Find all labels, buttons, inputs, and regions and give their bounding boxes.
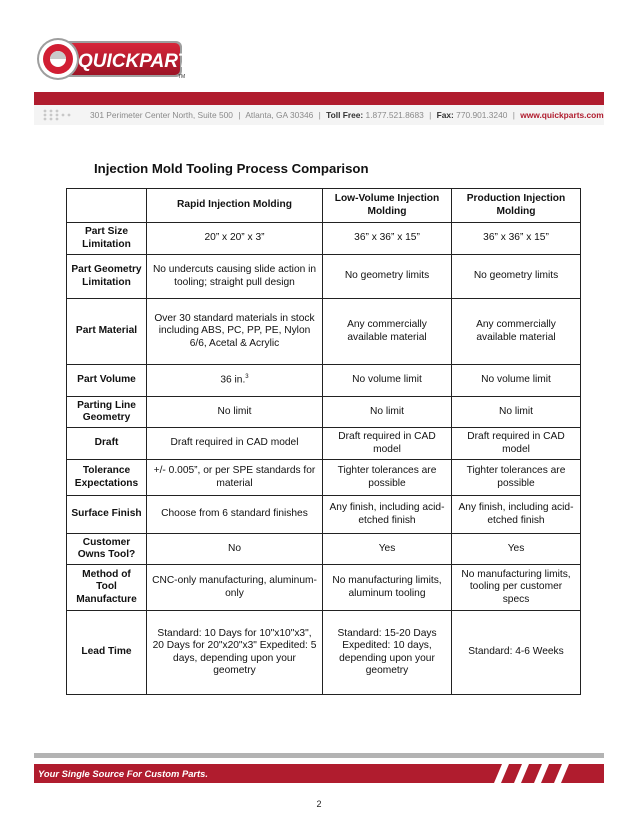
table-row [67,460,581,496]
cell-low-volume: Yes [323,534,452,565]
cell-production: 36” x 36” x 15” [452,223,581,255]
column-header-empty [67,189,147,223]
toll-free-label: Toll Free: [326,110,364,120]
cell-low-volume: Any commercially available material [323,299,452,365]
row-label: Customer Owns Tool? [67,534,147,565]
cell-production: No manufacturing limits, tooling per customer specs [452,565,581,611]
website-link[interactable]: www.quickparts.com [520,110,604,120]
cell-rapid [147,365,323,397]
cell-rapid: +/- 0.005”, or per SPE standards for material [147,460,323,496]
cell-production: Any commercially available material [452,299,581,365]
row-label: Method of Tool Manufacture [67,565,147,611]
cell-rapid: No undercuts causing slide action in tooling; straight pull design [147,255,323,299]
table-row [67,223,581,255]
logo-wordmark: QUICKPARTS [78,51,202,72]
table-row [67,565,581,611]
table-row [67,611,581,695]
footer-gray-band [34,753,604,758]
cell-production: No volume limit [452,365,581,397]
contact-line [90,110,604,120]
cell-rapid: 20” x 20” x 3” [147,223,323,255]
separator: | [429,110,432,120]
separator: | [512,110,515,120]
row-label: Parting Line Geometry [67,397,147,428]
column-header-low-volume: Low-Volume Injection Molding [323,189,452,223]
row-label: Part Volume [67,365,147,397]
table-row [67,428,581,460]
cell-production: Draft required in CAD model [452,428,581,460]
cell-rapid: Standard: 10 Days for 10"x10"x3", 20 Days for 20"x20"x3" Expedited: 5 days, depending upon your geometry [147,611,323,695]
volume-value: 36 in. [220,374,246,386]
street-address: 301 Perimeter Center North, Suite 500 [90,110,233,120]
column-header-rapid: Rapid Injection Molding [147,189,323,223]
quickparts-logo [36,36,202,84]
cell-low-volume: Any finish, including acid-etched finish [323,496,452,534]
table-header-row [67,189,581,223]
cell-production: No geometry limits [452,255,581,299]
city-address: Atlanta, GA 30346 [245,110,314,120]
cell-low-volume: Draft required in CAD model [323,428,452,460]
table-row [67,365,581,397]
row-label: Lead Time [67,611,147,695]
table-row [67,397,581,428]
cell-rapid: Draft required in CAD model [147,428,323,460]
cell-rapid: Choose from 6 standard finishes [147,496,323,534]
cell-low-volume: No volume limit [323,365,452,397]
cell-low-volume: No geometry limits [323,255,452,299]
cell-low-volume: 36” x 36” x 15” [323,223,452,255]
separator: | [238,110,241,120]
cell-low-volume: No limit [323,397,452,428]
page-number: 2 [316,799,322,809]
table-row [67,299,581,365]
toll-free-number: 1.877.521.8683 [365,110,424,120]
cell-rapid: No limit [147,397,323,428]
table-row [67,496,581,534]
row-label: Tolerance Expectations [67,460,147,496]
cell-production: No limit [452,397,581,428]
cell-production: Yes [452,534,581,565]
table-row [67,255,581,299]
table-row [67,534,581,565]
row-label: Surface Finish [67,496,147,534]
row-label: Part Size Limitation [67,223,147,255]
document-title: Injection Mold Tooling Process Comparison [94,161,369,176]
fax-number: 770.901.3240 [456,110,508,120]
row-label: Draft [67,428,147,460]
cell-production: Tighter tolerances are possible [452,460,581,496]
trademark-mark: TM [178,74,186,80]
cell-low-volume: No manufacturing limits, aluminum tooling [323,565,452,611]
cell-rapid: No [147,534,323,565]
cell-rapid: Over 30 standard materials in stock including ABS, PC, PP, PE, Nylon 6/6, Acetal & Acrylic [147,299,323,365]
row-label: Part Material [67,299,147,365]
footer-tagline: Your Single Source For Custom Parts. [38,768,208,779]
slash-stripes-icon [488,764,604,783]
cell-production: Any finish, including acid-etched finish [452,496,581,534]
cell-low-volume: Standard: 15-20 Days Expedited: 10 days, depending upon your geometry [323,611,452,695]
column-header-production: Production Injection Molding [452,189,581,223]
comparison-table [66,188,581,695]
header-red-bar [34,92,604,105]
cell-rapid: CNC-only manufacturing, aluminum-only [147,565,323,611]
cell-low-volume: Tighter tolerances are possible [323,460,452,496]
row-label: Part Geometry Limitation [67,255,147,299]
cell-production: Standard: 4-6 Weeks [452,611,581,695]
dot-grid-icon [42,108,76,122]
cubic-superscript: 3 [245,374,249,381]
fax-label: Fax: [436,110,454,120]
separator: | [318,110,321,120]
